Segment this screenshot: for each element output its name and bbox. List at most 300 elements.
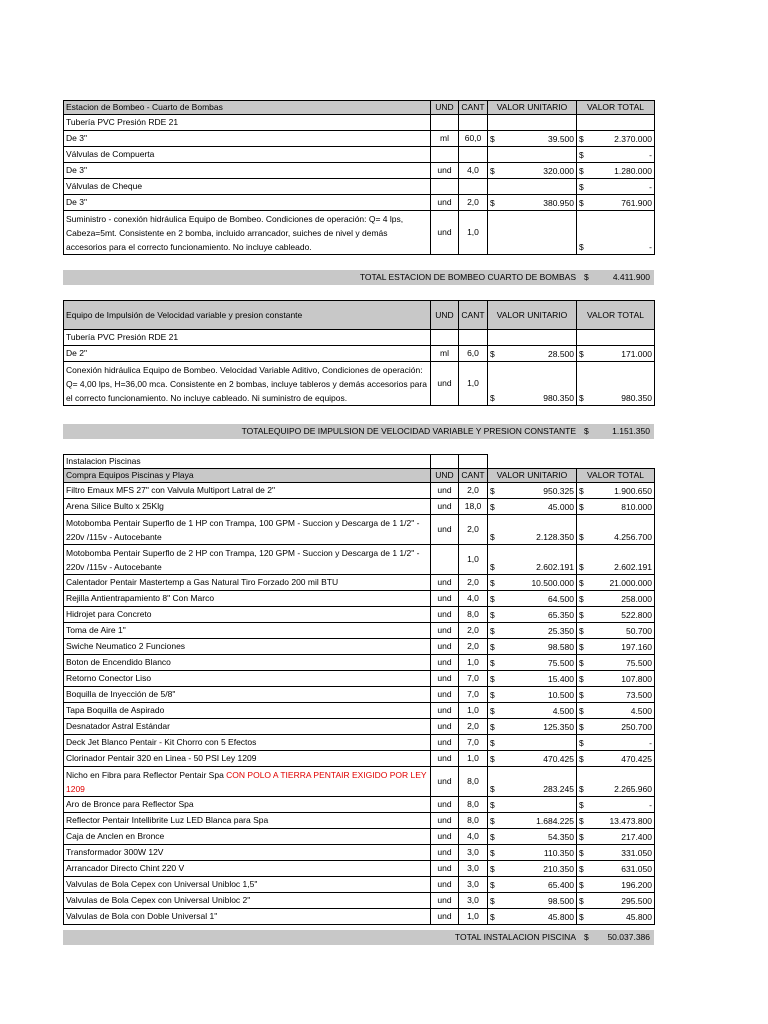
currency-symbol: $: [584, 272, 589, 282]
table-row: [64, 813, 655, 829]
table-row: [64, 797, 655, 813]
item-description: [64, 545, 431, 575]
item-quantity: 3,0: [459, 877, 488, 893]
item-total-value: [577, 179, 655, 195]
currency-symbol: $: [579, 864, 584, 874]
table-row: [64, 163, 655, 179]
item-unit: und: [431, 719, 459, 735]
item-description: [64, 330, 431, 346]
item-unit: und: [431, 861, 459, 877]
item-total-value: [577, 767, 655, 797]
currency-symbol: $: [579, 150, 584, 160]
currency-symbol: $: [490, 674, 495, 684]
item-unit: und: [431, 797, 459, 813]
item-unit: ml: [431, 346, 459, 362]
amount: 980.350: [543, 393, 574, 403]
amount: 810.000: [621, 502, 652, 512]
item-description-text: De 2": [66, 348, 87, 358]
currency-symbol: $: [579, 754, 584, 764]
item-unit: [431, 179, 459, 195]
item-quantity: 1,0: [459, 751, 488, 767]
table-row: [64, 362, 655, 406]
item-description-text: Aro de Bronce para Reflector Spa: [66, 799, 194, 809]
item-description: [64, 735, 431, 751]
item-description: [64, 179, 431, 195]
currency-symbol: $: [579, 912, 584, 922]
item-description-text: Nicho en Fibra para Reflector Pentair Spa: [66, 769, 227, 780]
col-und: UND: [431, 469, 459, 483]
item-total-value: [577, 861, 655, 877]
item-description: [64, 751, 431, 767]
item-unit-value: [488, 671, 577, 687]
amount: 2.265.960: [614, 784, 652, 794]
amount: 64.500: [548, 594, 574, 604]
item-description-text: Valvulas de Bola Cepex con Universal Unibloc 2": [66, 895, 251, 905]
item-quantity: 2,0: [459, 719, 488, 735]
item-note-red: CON POLO A TIERRA PENTAIR EXIGIDO POR LEY 1209: [66, 769, 427, 794]
item-unit-value: [488, 703, 577, 719]
amount: 171.000: [621, 349, 652, 359]
table-row: [64, 893, 655, 909]
currency-symbol: $: [490, 784, 495, 794]
item-unit: und: [431, 483, 459, 499]
currency-symbol: $: [490, 896, 495, 906]
item-description: [64, 845, 431, 861]
item-description: [64, 719, 431, 735]
item-description-text: Toma de Aire 1": [66, 625, 126, 635]
currency-symbol: $: [579, 800, 584, 810]
table-row: [64, 877, 655, 893]
item-description: [64, 797, 431, 813]
currency-symbol: $: [490, 706, 495, 716]
item-unit: [431, 545, 459, 575]
currency-symbol: $: [579, 626, 584, 636]
item-unit: und: [431, 591, 459, 607]
item-total-value: [577, 147, 655, 163]
item-description: [64, 147, 431, 163]
table-row: [64, 767, 655, 797]
item-unit-value: [488, 751, 577, 767]
col-und: UND: [431, 301, 459, 330]
item-unit: und: [431, 639, 459, 655]
currency-symbol: $: [579, 134, 584, 144]
table-row: [64, 147, 655, 163]
amount: 210.350: [543, 864, 574, 874]
table-row: [64, 623, 655, 639]
item-unit: und: [431, 195, 459, 211]
table-row: [64, 703, 655, 719]
item-description-text: Arena Silice Bulto x 25Klg: [66, 501, 164, 511]
table-row: [64, 346, 655, 362]
amount: 4.500: [552, 706, 574, 716]
item-description-text: Deck Jet Blanco Pentair - Kit Chorro con 5 Efectos: [66, 737, 257, 747]
table-row: [64, 751, 655, 767]
item-quantity: 4,0: [459, 829, 488, 845]
item-total-value: [577, 346, 655, 362]
currency-symbol: $: [490, 658, 495, 668]
item-unit-value: [488, 687, 577, 703]
amount: 258.000: [621, 594, 652, 604]
amount: 217.400: [621, 832, 652, 842]
currency-symbol: $: [490, 880, 495, 890]
table-row: [64, 575, 655, 591]
item-quantity: 1,0: [459, 909, 488, 925]
total-bar-s3: [63, 930, 654, 945]
col-valor-total: VALOR TOTAL: [577, 469, 655, 483]
item-description: [64, 483, 431, 499]
item-description: [64, 195, 431, 211]
item-description-text: Rejilla Antientrapamiento 8" Con Marco: [66, 593, 215, 603]
item-quantity: 1,0: [459, 545, 488, 575]
table-header-row: [64, 301, 655, 330]
item-quantity: [459, 330, 488, 346]
amount: 197.160: [621, 642, 652, 652]
table-row: [64, 671, 655, 687]
amount: 980.350: [621, 393, 652, 403]
currency-symbol: $: [579, 690, 584, 700]
currency-symbol: $: [579, 658, 584, 668]
item-total-value: [577, 545, 655, 575]
item-total-value: [577, 909, 655, 925]
table-row: [64, 115, 655, 131]
currency-symbol: $: [579, 578, 584, 588]
currency-symbol: $: [579, 848, 584, 858]
section-subtitle: Compra Equipos Piscinas y Playa: [64, 469, 431, 483]
amount: 470.425: [543, 754, 574, 764]
item-total-value: [577, 623, 655, 639]
item-description-text: Reflector Pentair Intellibrite Luz LED Blanca para Spa: [66, 815, 269, 825]
item-unit: [431, 147, 459, 163]
table-estacion-bombeo: [63, 100, 655, 255]
item-description: [64, 346, 431, 362]
item-description-text: Retorno Conector Liso: [66, 673, 152, 683]
table-body: [64, 330, 655, 406]
currency-symbol: $: [579, 722, 584, 732]
table-row: [64, 607, 655, 623]
currency-symbol: $: [579, 562, 584, 572]
item-total-value: [577, 877, 655, 893]
item-total-value: [577, 671, 655, 687]
item-total-value: [577, 845, 655, 861]
item-unit-value: [488, 179, 577, 195]
amount: 65.400: [548, 880, 574, 890]
item-description: [64, 877, 431, 893]
item-total-value: [577, 813, 655, 829]
item-description: [64, 115, 431, 131]
amount: 39.500: [548, 134, 574, 144]
currency-symbol: $: [579, 610, 584, 620]
item-quantity: 1,0: [459, 655, 488, 671]
item-total-value: [577, 499, 655, 515]
item-quantity: 7,0: [459, 687, 488, 703]
amount: 98.580: [548, 642, 574, 652]
amount: -: [649, 182, 652, 192]
amount: 250.700: [621, 722, 652, 732]
currency-symbol: $: [490, 848, 495, 858]
item-description-text: Filtro Emaux MFS 27" con Valvula Multiport Latral de 2": [66, 485, 276, 495]
item-unit: und: [431, 703, 459, 719]
currency-symbol: $: [490, 486, 495, 496]
table-row: [64, 591, 655, 607]
currency-symbol: $: [579, 674, 584, 684]
item-description: [64, 591, 431, 607]
section-title: Equipo de Impulsión de Velocidad variable y presion constante: [64, 301, 431, 330]
item-quantity: 6,0: [459, 346, 488, 362]
item-unit: und: [431, 877, 459, 893]
item-description-text: Valvulas de Bola Cepex con Universal Unibloc 1,5": [66, 879, 258, 889]
section-title-row: [64, 455, 655, 469]
item-description: [64, 607, 431, 623]
item-unit: [431, 115, 459, 131]
item-quantity: 2,0: [459, 195, 488, 211]
amount: 761.900: [621, 198, 652, 208]
item-description-text: Tapa Boquilla de Aspirado: [66, 705, 165, 715]
item-unit-value: [488, 515, 577, 545]
item-unit-value: [488, 829, 577, 845]
item-unit-value: [488, 719, 577, 735]
currency-symbol: $: [490, 864, 495, 874]
table-body: [64, 483, 655, 925]
total-value: 1.151.350: [612, 426, 650, 436]
item-description-text: De 3": [66, 197, 87, 207]
item-unit: und: [431, 813, 459, 829]
item-description: [64, 623, 431, 639]
amount: 73.500: [626, 690, 652, 700]
item-quantity: 1,0: [459, 703, 488, 719]
item-unit-value: [488, 893, 577, 909]
item-unit-value: [488, 845, 577, 861]
total-label: TOTALEQUIPO DE IMPULSION DE VELOCIDAD VARIABLE Y PRESION CONSTANTE: [241, 426, 576, 436]
item-quantity: 3,0: [459, 893, 488, 909]
currency-symbol: $: [490, 198, 495, 208]
total-bar-s1: [63, 270, 654, 285]
table-row: [64, 687, 655, 703]
item-description: [64, 703, 431, 719]
amount: 1.684.225: [536, 816, 574, 826]
item-total-value: [577, 195, 655, 211]
currency-symbol: $: [490, 134, 495, 144]
table-row: [64, 179, 655, 195]
item-quantity: 1,0: [459, 362, 488, 406]
item-unit-value: [488, 483, 577, 499]
item-description-text: Desnatador Astral Estándar: [66, 721, 170, 731]
table-row: [64, 719, 655, 735]
item-description-text: Tubería PVC Presión RDE 21: [66, 117, 179, 127]
item-quantity: 2,0: [459, 483, 488, 499]
total-label: TOTAL ESTACION DE BOMBEO CUARTO DE BOMBAS: [359, 272, 576, 282]
currency-symbol: $: [490, 690, 495, 700]
item-total-value: [577, 515, 655, 545]
item-unit-value: [488, 623, 577, 639]
col-valor-unitario: VALOR UNITARIO: [488, 469, 577, 483]
item-total-value: [577, 211, 655, 255]
total-label: TOTAL INSTALACION PISCINA: [454, 932, 576, 942]
currency-symbol: $: [579, 880, 584, 890]
amount: 522.800: [621, 610, 652, 620]
item-description-text: Válvulas de Cheque: [66, 181, 143, 191]
item-unit-value: [488, 131, 577, 147]
currency-symbol: $: [490, 642, 495, 652]
item-unit: und: [431, 845, 459, 861]
amount: 13.473.800: [609, 816, 652, 826]
item-unit-value: [488, 655, 577, 671]
item-description: [64, 211, 431, 255]
amount: 1.280.000: [614, 166, 652, 176]
currency-symbol: $: [579, 502, 584, 512]
amount: 2.128.350: [536, 532, 574, 542]
item-description: [64, 131, 431, 147]
item-quantity: 18,0: [459, 499, 488, 515]
item-quantity: 2,0: [459, 639, 488, 655]
currency-symbol: $: [584, 932, 589, 942]
item-unit-value: [488, 767, 577, 797]
col-valor-unitario: VALOR UNITARIO: [488, 101, 577, 115]
amount: 283.245: [543, 784, 574, 794]
amount: 65.350: [548, 610, 574, 620]
amount: 950.325: [543, 486, 574, 496]
table-row: [64, 639, 655, 655]
item-description-text: Caja de Anclen en Bronce: [66, 831, 165, 841]
currency-symbol: $: [579, 532, 584, 542]
item-total-value: [577, 703, 655, 719]
amount: 196.200: [621, 880, 652, 890]
table-row: [64, 735, 655, 751]
item-unit: und: [431, 623, 459, 639]
item-quantity: 1,0: [459, 211, 488, 255]
table-row: [64, 515, 655, 545]
item-total-value: [577, 829, 655, 845]
item-unit: und: [431, 893, 459, 909]
item-unit: und: [431, 362, 459, 406]
item-unit-value: [488, 346, 577, 362]
amount: 10.500.000: [531, 578, 574, 588]
item-quantity: [459, 179, 488, 195]
item-unit: und: [431, 211, 459, 255]
table-equipo-impulsion: [63, 300, 655, 406]
item-total-value: [577, 330, 655, 346]
table-row: [64, 861, 655, 877]
item-description: [64, 639, 431, 655]
amount: 295.500: [621, 896, 652, 906]
item-quantity: 4,0: [459, 163, 488, 179]
item-unit-value: [488, 877, 577, 893]
currency-symbol: $: [490, 832, 495, 842]
amount: 45.000: [548, 502, 574, 512]
item-total-value: [577, 639, 655, 655]
currency-symbol: $: [579, 349, 584, 359]
amount: 125.350: [543, 722, 574, 732]
currency-symbol: $: [584, 426, 589, 436]
currency-symbol: $: [490, 594, 495, 604]
item-description: [64, 893, 431, 909]
amount: 4.500: [630, 706, 652, 716]
table-row: [64, 545, 655, 575]
item-unit-value: [488, 575, 577, 591]
currency-symbol: $: [579, 784, 584, 794]
currency-symbol: $: [490, 349, 495, 359]
item-quantity: [459, 115, 488, 131]
amount: 380.950: [543, 198, 574, 208]
item-description: [64, 687, 431, 703]
item-unit: und: [431, 909, 459, 925]
amount: 4.256.700: [614, 532, 652, 542]
item-total-value: [577, 893, 655, 909]
amount: 21.000.000: [609, 578, 652, 588]
item-quantity: 7,0: [459, 671, 488, 687]
item-unit: ml: [431, 131, 459, 147]
item-description: [64, 829, 431, 845]
currency-symbol: $: [490, 722, 495, 732]
currency-symbol: $: [490, 816, 495, 826]
col-cant: CANT: [459, 301, 488, 330]
item-description-text: Motobomba Pentair Superflo de 2 HP con Trampa, 120 GPM - Succion y Descarga de 1 1/2" - 220v /115v - Autocebante: [66, 547, 420, 572]
item-description-text: Motobomba Pentair Superflo de 1 HP con Trampa, 100 GPM - Succion y Descarga de 1 1/2" - 220v /115v - Autocebante: [66, 517, 420, 542]
item-description: [64, 515, 431, 545]
amount: 75.500: [548, 658, 574, 668]
amount: 107.800: [621, 674, 652, 684]
item-unit: und: [431, 607, 459, 623]
amount: 110.350: [543, 848, 574, 858]
item-description-text: Clorinador Pentair 320 en Linea - 50 PSI Ley 1209: [66, 753, 257, 763]
item-unit: und: [431, 735, 459, 751]
currency-symbol: $: [579, 594, 584, 604]
item-quantity: 3,0: [459, 861, 488, 877]
item-quantity: [459, 147, 488, 163]
item-unit-value: [488, 330, 577, 346]
item-description: [64, 655, 431, 671]
currency-symbol: $: [490, 738, 495, 748]
currency-symbol: $: [579, 242, 584, 252]
table-row: [64, 483, 655, 499]
item-unit: und: [431, 163, 459, 179]
currency-symbol: $: [579, 393, 584, 403]
item-total-value: [577, 687, 655, 703]
item-description: [64, 909, 431, 925]
currency-symbol: $: [579, 832, 584, 842]
item-quantity: 60,0: [459, 131, 488, 147]
col-cant: CANT: [459, 101, 488, 115]
amount: 2.602.191: [614, 562, 652, 572]
amount: 15.400: [548, 674, 574, 684]
item-unit-value: [488, 813, 577, 829]
item-total-value: [577, 131, 655, 147]
item-unit-value: [488, 211, 577, 255]
item-unit-value: [488, 797, 577, 813]
item-description: [64, 767, 431, 797]
item-quantity: 2,0: [459, 623, 488, 639]
item-unit-value: [488, 163, 577, 179]
item-quantity: 8,0: [459, 607, 488, 623]
item-unit-value: [488, 545, 577, 575]
amount: 45.800: [626, 912, 652, 922]
table-row: [64, 845, 655, 861]
item-unit-value: [488, 591, 577, 607]
item-description-text: Boton de Encendido Blanco: [66, 657, 171, 667]
total-value: 50.037.386: [607, 932, 650, 942]
item-description-text: De 3": [66, 165, 87, 175]
currency-symbol: $: [490, 166, 495, 176]
currency-symbol: $: [579, 706, 584, 716]
item-total-value: [577, 719, 655, 735]
item-total-value: [577, 607, 655, 623]
amount: 75.500: [626, 658, 652, 668]
section-title: Instalacion Piscinas: [64, 455, 431, 469]
item-description-text: Valvulas de Bola con Doble Universal 1": [66, 911, 218, 921]
item-unit-value: [488, 735, 577, 751]
item-description: [64, 163, 431, 179]
item-description: [64, 671, 431, 687]
amount: 320.000: [543, 166, 574, 176]
